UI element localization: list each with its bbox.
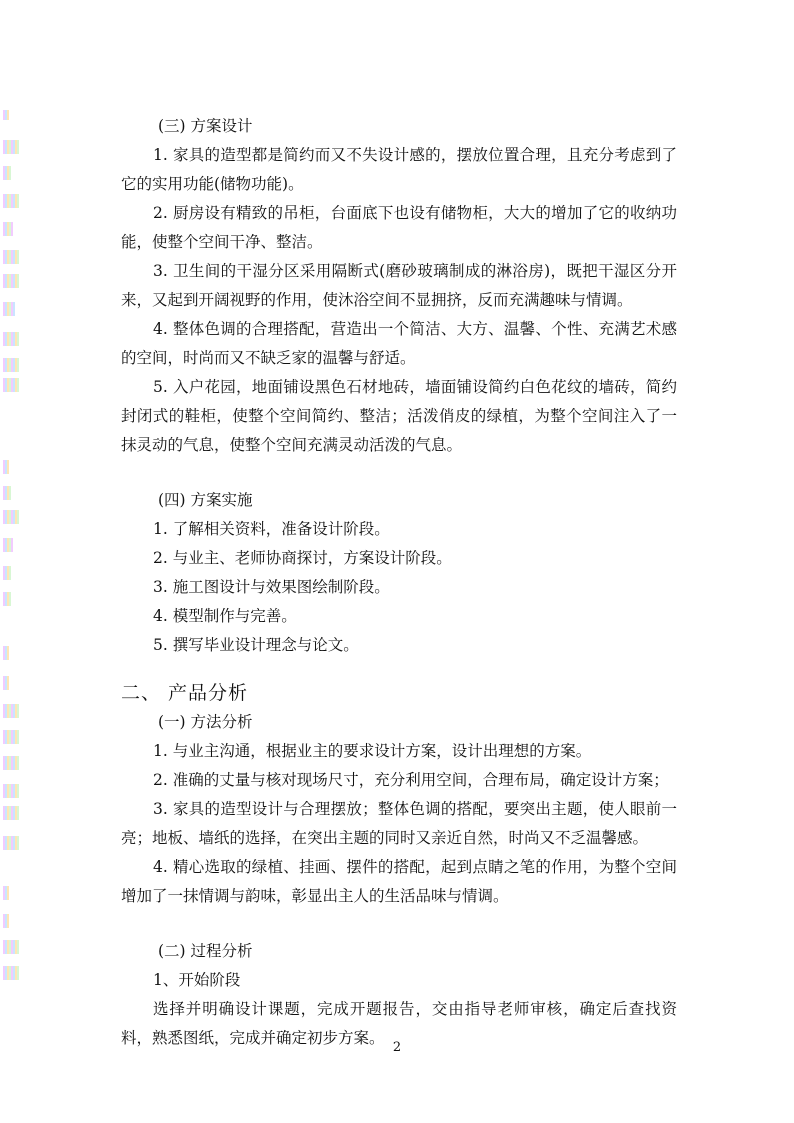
paragraph-item: 3. 卫生间的干湿分区采用隔断式(磨砂玻璃制成的淋浴房)，既把干湿区分开来，又起到开阔视野的作用，使沐浴空间不显拥挤，反而充满趣味与情调。 (121, 262, 677, 309)
list-item: 2. 与业主、老师协商探讨，方案设计阶段。 (153, 549, 452, 567)
paragraph-item: 1. 家具的造型都是简约而又不失设计感的，摆放位置合理，且充分考虑到了它的实用功能(储物功能)。 (121, 146, 677, 193)
chapter-title: 二、 产品分析 (121, 682, 249, 704)
list-item: 5. 撰写毕业设计理念与论文。 (153, 636, 359, 654)
list-item: 3. 施工图设计与效果图绘制阶段。 (153, 578, 390, 596)
list-item: 2. 准确的丈量与核对现场尺寸，充分利用空间，合理布局，确定设计方案； (153, 771, 669, 789)
list-item: 1. 了解相关资料，准备设计阶段。 (153, 520, 390, 538)
section-heading-process-analysis: (二) 过程分析 (158, 942, 253, 960)
paragraph-item: 5. 入户花园，地面铺设黑色石材地砖，墙面铺设简约白色花纹的墙砖，简约封闭式的鞋柜，使整个空间简约、整洁；活泼俏皮的绿植，为整个空间注入了一抹灵动的气息，使整个空间充满灵动活泼的气息。 (121, 378, 677, 454)
paragraph-item: 4. 精心选取的绿植、挂画、摆件的搭配，起到点睛之笔的作用，为整个空间增加了一抹情调与韵味，彰显出主人的生活品味与情调。 (121, 858, 677, 905)
margin-artifact-strip (3, 110, 23, 990)
section-heading-plan-design: (三) 方案设计 (158, 117, 253, 135)
stage-paragraph: 选择并明确设计课题，完成开题报告，交由指导老师审核，确定后查找资料，熟悉图纸，完成并确定初步方案。 (121, 1000, 677, 1047)
section-heading-method-analysis: (一) 方法分析 (158, 713, 253, 731)
section-heading-plan-implementation: (四) 方案实施 (158, 491, 253, 509)
paragraph-item: 2. 厨房设有精致的吊柜，台面底下也设有储物柜，大大的增加了它的收纳功能，使整个空间干净、整洁。 (121, 204, 677, 251)
paragraph-item: 4. 整体色调的合理搭配，营造出一个简洁、大方、温馨、个性、充满艺术感的空间，时尚而又不缺乏家的温馨与舒适。 (121, 320, 677, 367)
document-body (121, 112, 677, 1053)
list-item: 4. 模型制作与完善。 (153, 607, 297, 625)
stage-title: 1、开始阶段 (153, 971, 241, 989)
paragraph-item: 3. 家具的造型设计与合理摆放；整体色调的搭配，要突出主题，使人眼前一亮；地板、墙纸的选择，在突出主题的同时又亲近自然，时尚又不乏温馨感。 (121, 800, 677, 847)
page-number: 2 (392, 1040, 402, 1055)
list-item: 1. 与业主沟通，根据业主的要求设计方案，设计出理想的方案。 (153, 742, 592, 760)
